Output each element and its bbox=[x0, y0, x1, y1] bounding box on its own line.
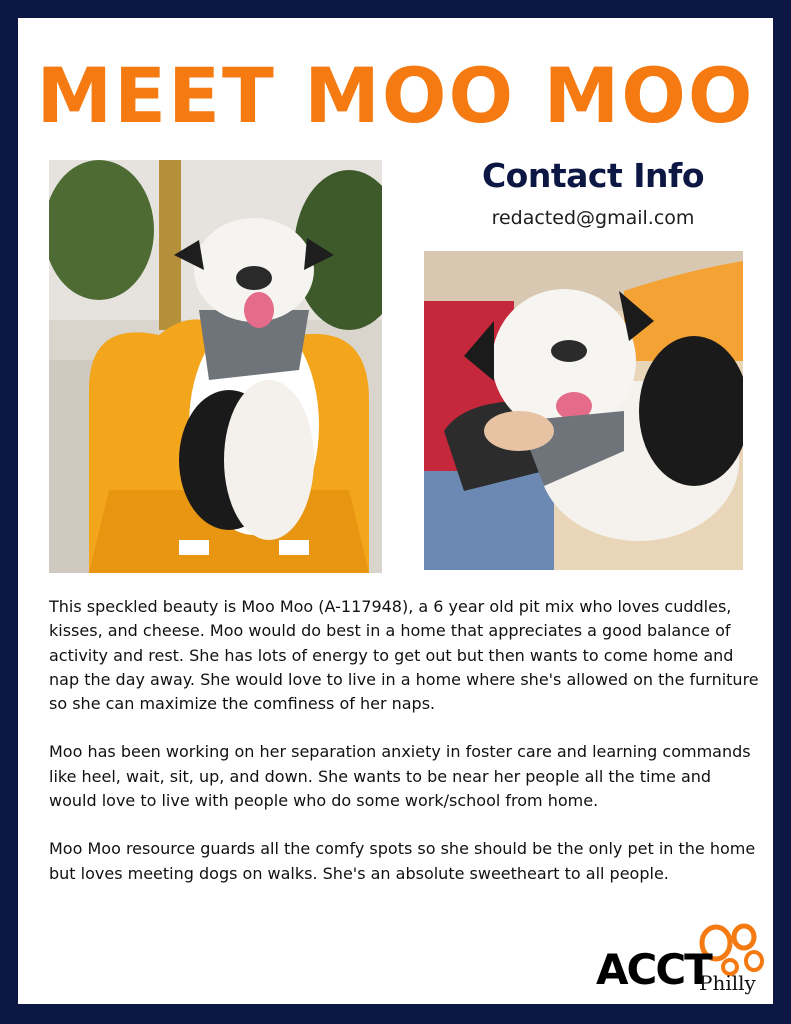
acct-philly-logo bbox=[596, 923, 768, 1001]
logo-subtext: Philly bbox=[699, 971, 756, 995]
dog-photo-person bbox=[424, 251, 743, 570]
contact-email: redacted@gmail.com bbox=[491, 207, 695, 229]
dog-description bbox=[49, 595, 761, 910]
logo-wordmark: ACCT bbox=[596, 945, 711, 994]
flyer-page bbox=[18, 18, 773, 1004]
dog-photo-chair bbox=[49, 160, 382, 573]
flyer-title: MEET MOO MOO bbox=[36, 51, 755, 140]
contact-heading: Contact Info bbox=[481, 156, 705, 195]
description-paragraph-3: Moo Moo resource guards all the comfy spots so she should be the only pet in the home but loves meeting dogs on walks. She's an absolute sweetheart to all people. bbox=[49, 839, 756, 883]
description-paragraph-1: This speckled beauty is Moo Moo (A-117948), a 6 year old pit mix who loves cuddles, kisses, and cheese. Moo would do best in a home that appreciates a good balance of activity and rest. She has lots of energy to get out but then wants to come home and nap the day away. She would love to live in a home where she's allowed on the furniture so she can maximize the comfiness of her naps. bbox=[49, 597, 759, 714]
description-paragraph-2: Moo has been working on her separation anxiety in foster care and learning commands like heel, wait, sit, up, and down. She wants to be near her people all the time and would love to live with people who do some work/school from home. bbox=[49, 742, 751, 811]
